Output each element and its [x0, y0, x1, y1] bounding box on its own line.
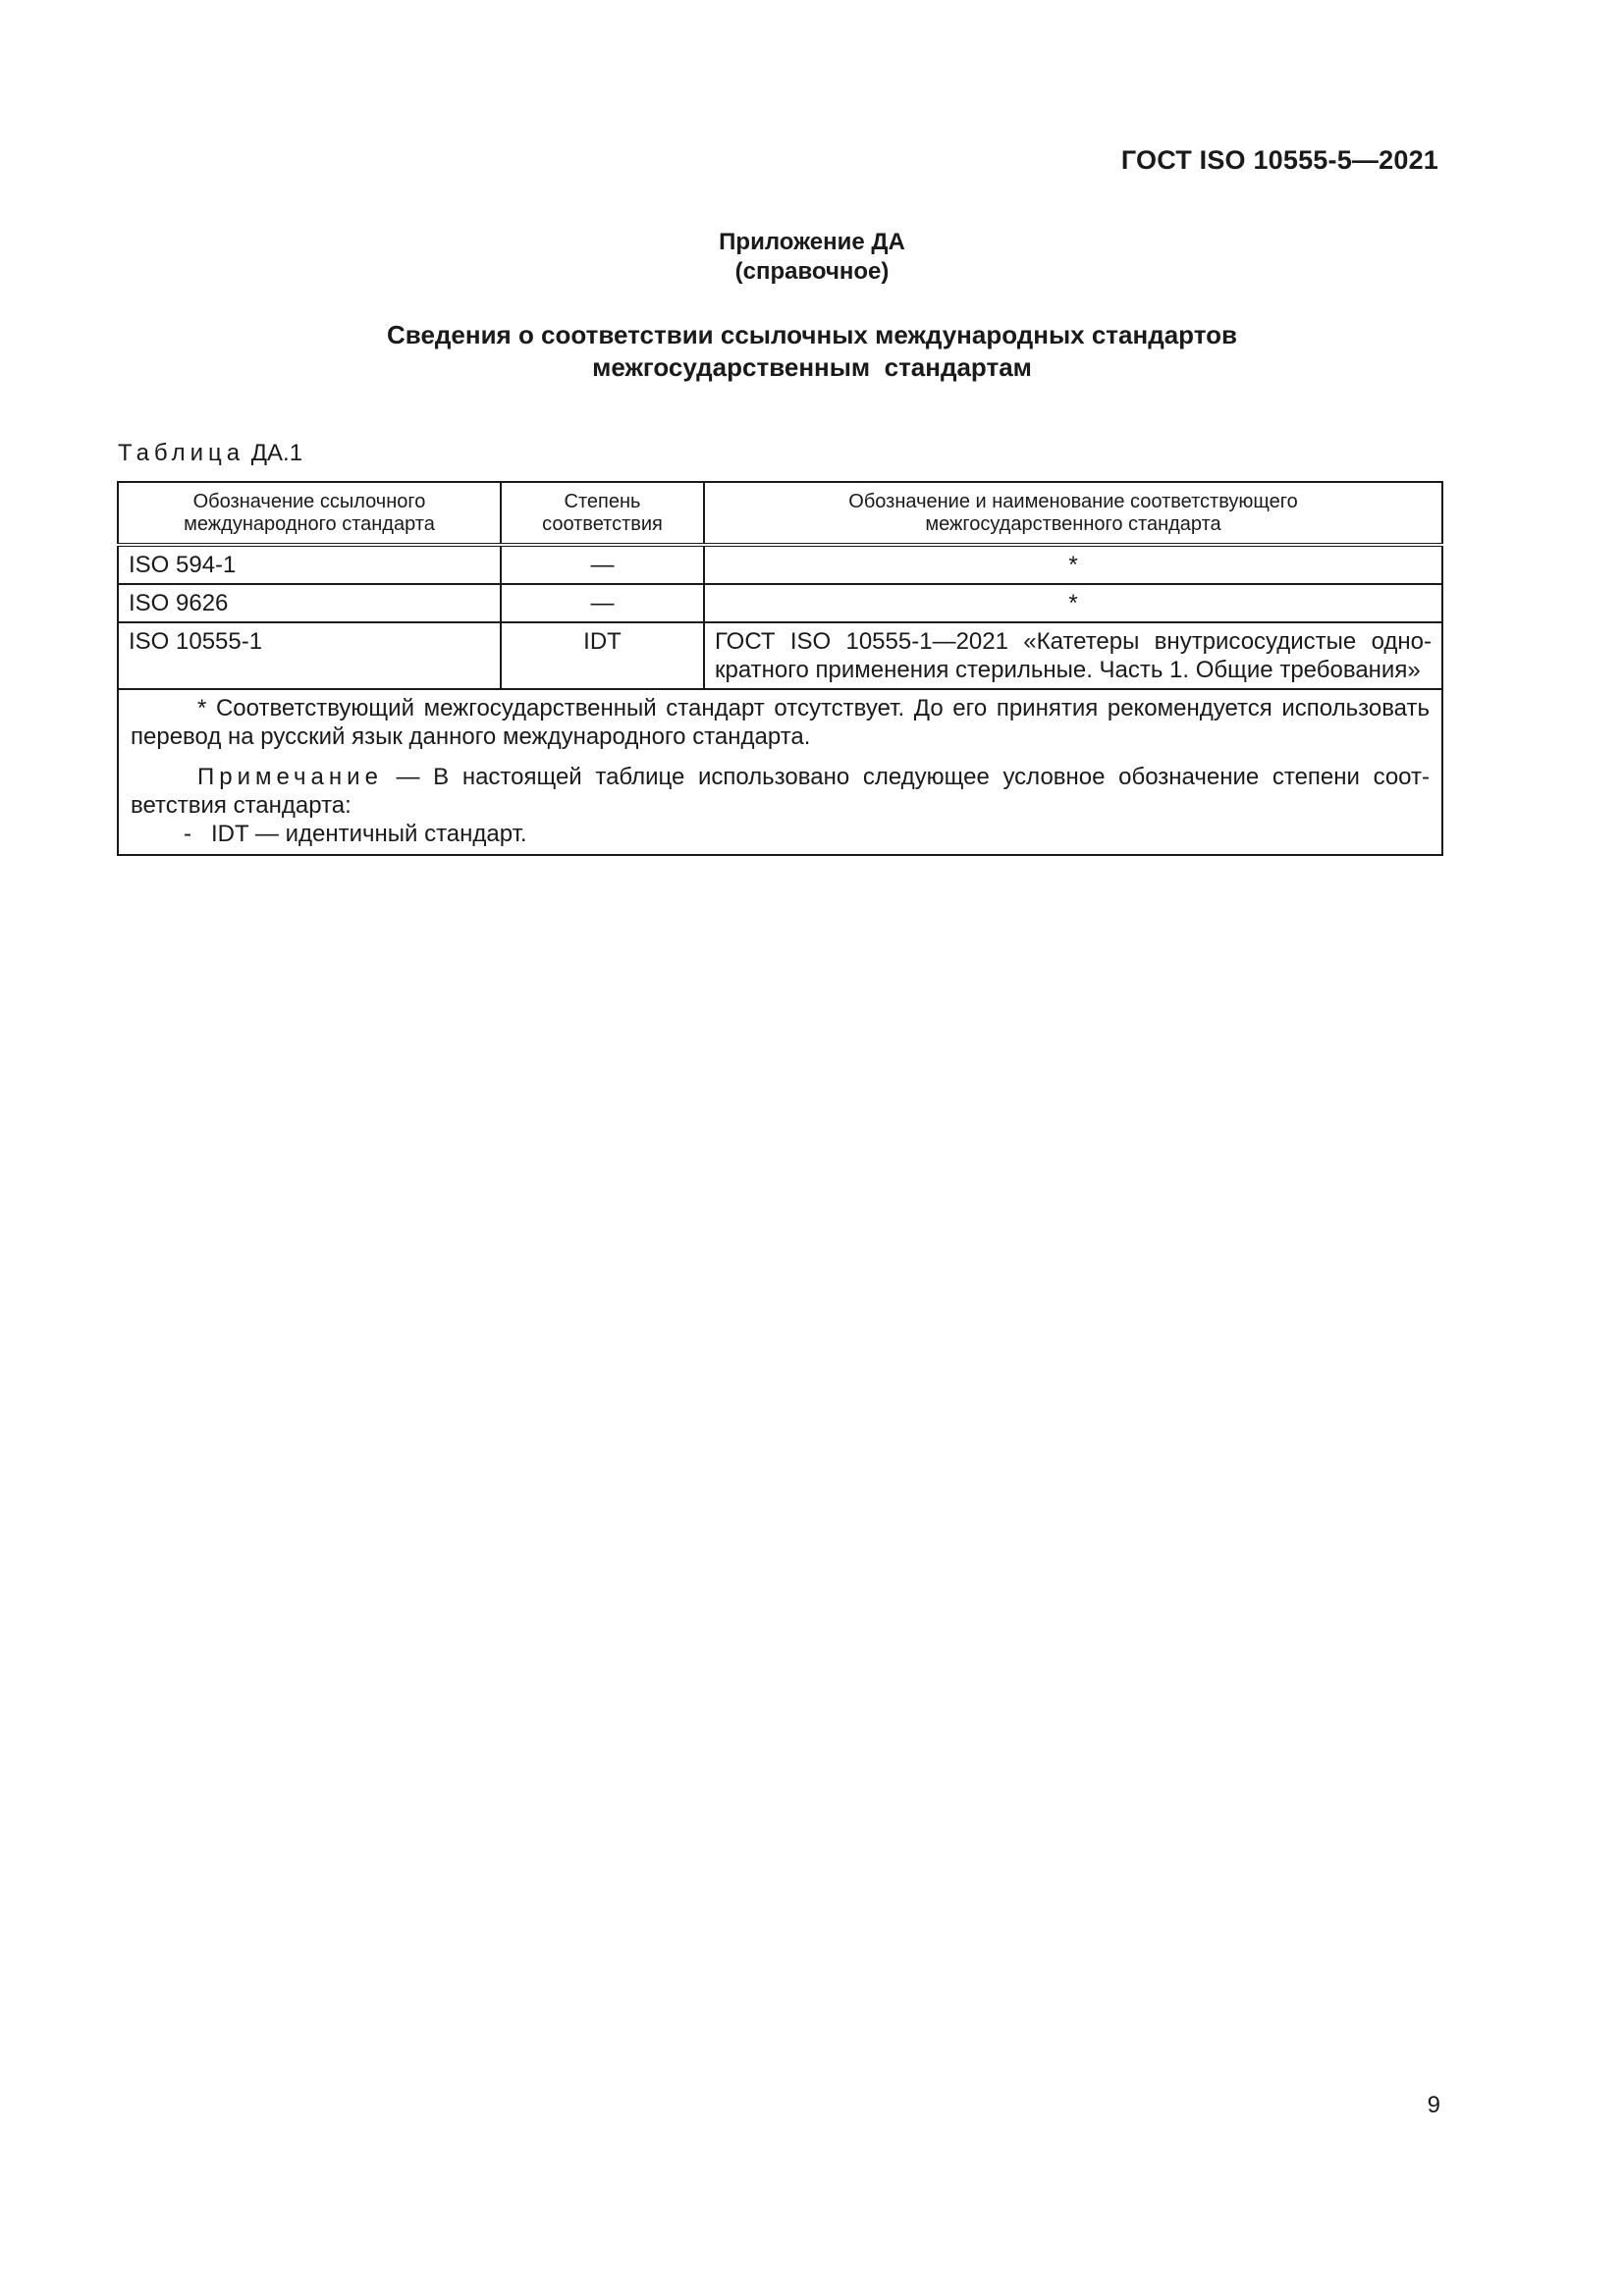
cell-interstate: ГОСТ ISO 10555-1—2021 «Катетеры внутрисосудистые однократного применения стерильные. Часть 1. Общие требования»	[704, 622, 1442, 689]
cell-reference: ISO 9626	[118, 584, 501, 622]
annex-title-line-2: межгосударственным стандартам	[592, 352, 1032, 382]
note-item-text: IDT — идентичный стандарт.	[211, 821, 527, 847]
footnote-text: * Соответствующий межгосударственный стандарт отсутствует. До его принятия рекомендуется использовать перевод на русский язык данного международного стандарта.	[131, 695, 1430, 750]
table-row	[118, 545, 1442, 584]
cell-degree: —	[501, 545, 704, 584]
header-reference-standard: Обозначение ссылочного международного стандарта	[118, 482, 501, 545]
header-interstate-standard: Обозначение и наименование соответствующего межгосударственного стандарта	[704, 482, 1442, 545]
note-paragraph	[131, 763, 1430, 820]
cell-degree: —	[501, 584, 704, 622]
page-number: 9	[1427, 2092, 1440, 2118]
cell-reference: ISO 594-1	[118, 545, 501, 584]
note-text: — В настоящей таблице использовано следующее условное обозначение степени соответствия стандарта:	[131, 764, 1430, 819]
table-footnote	[118, 689, 1442, 855]
document-code: ГОСТ ISO 10555-5—2021	[1120, 145, 1438, 175]
annex-label: Приложение ДА	[719, 229, 905, 255]
table-header-row	[118, 482, 1442, 545]
note-list-item	[131, 820, 1430, 848]
note-label: Примечание	[197, 764, 383, 790]
annex-title	[0, 319, 1624, 384]
cell-degree: IDT	[501, 622, 704, 689]
header-degree-of-correspondence: Степень соответствия	[501, 482, 704, 545]
table-caption	[118, 440, 302, 467]
cell-interstate: *	[704, 545, 1442, 584]
reference-standards-table	[117, 481, 1443, 856]
table-row	[118, 622, 1442, 689]
annex-heading	[0, 228, 1624, 287]
annex-title-line-1: Сведения о соответствии ссылочных международных стандартов	[387, 320, 1237, 349]
table-footnote-row	[118, 689, 1442, 855]
table-caption-word: Таблица	[118, 440, 245, 466]
note-item-marker: -	[184, 821, 191, 847]
table-caption-number: ДА.1	[250, 440, 303, 466]
cell-reference: ISO 10555-1	[118, 622, 501, 689]
table-row	[118, 584, 1442, 622]
annex-type: (справочное)	[734, 258, 890, 285]
cell-interstate: *	[704, 584, 1442, 622]
